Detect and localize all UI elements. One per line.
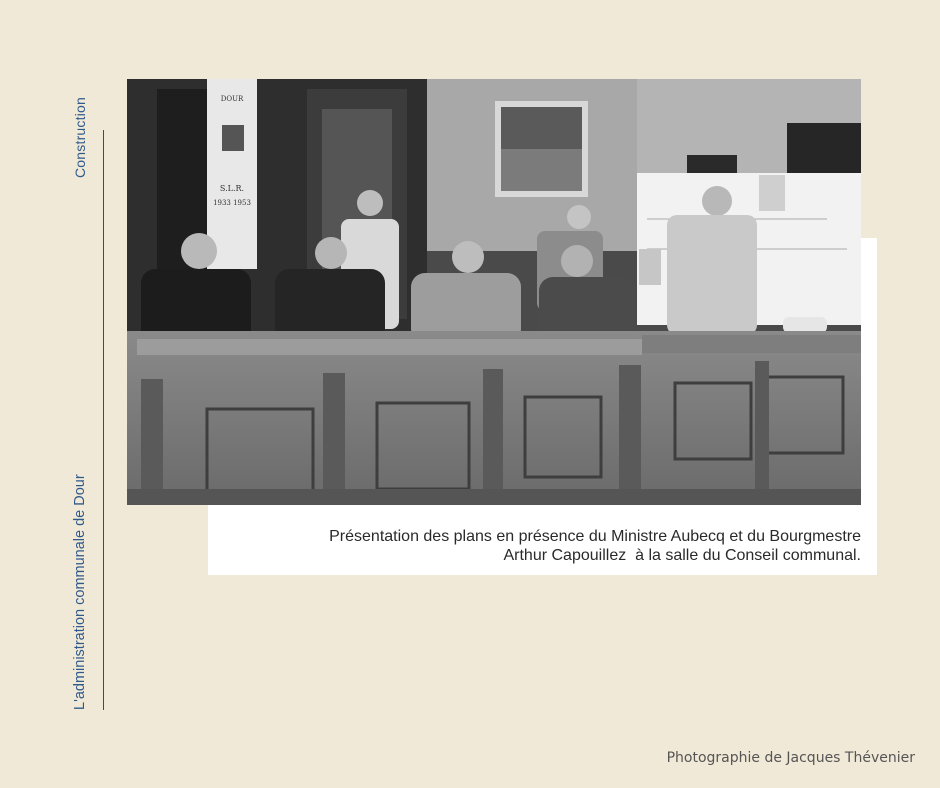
banner-initials: S.L.R. bbox=[219, 184, 245, 193]
council-meeting-photo bbox=[127, 79, 861, 505]
section-label: Construction bbox=[72, 97, 88, 178]
caption-line-1: Présentation des plans en présence du Ministre Aubecq et du Bourgmestre bbox=[329, 528, 861, 545]
banner bbox=[207, 79, 257, 269]
organization-label: L'administration communale de Dour bbox=[72, 474, 88, 710]
photo-credit: Photographie de Jacques Thévenier bbox=[666, 750, 915, 766]
banner-text: DOUR bbox=[220, 95, 244, 103]
photo-caption bbox=[222, 527, 861, 565]
side-divider bbox=[103, 130, 104, 710]
banner-years: 1933 1953 bbox=[213, 199, 251, 207]
caption-line-2: Arthur Capouillez à la salle du Conseil communal. bbox=[503, 547, 861, 564]
